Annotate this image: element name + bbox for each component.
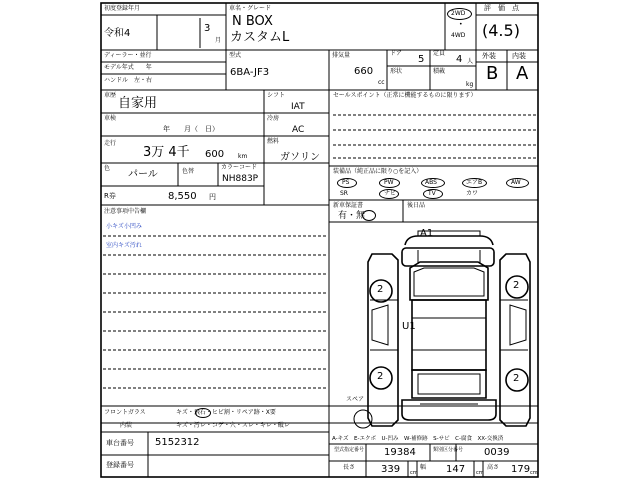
equip-leather: カワ <box>466 190 479 197</box>
first-reg-month: 3 <box>204 23 211 34</box>
length-label: 長さ <box>343 464 356 471</box>
fuel: ガソリン <box>280 152 320 163</box>
exterior-grade: B <box>486 63 499 84</box>
drive-sep: • <box>459 21 463 28</box>
damage-mark-rr: 2 <box>513 373 520 384</box>
cm-unit-1: cm <box>410 470 418 476</box>
equip-tv: TV <box>428 190 436 197</box>
dealer-label: ディーラー・並行 <box>104 52 152 59</box>
inspection-value: 年 月（ 日） <box>163 125 219 133</box>
capacity-label: 定員 <box>433 50 446 57</box>
windshield-value: キズ・飛石・ヒビ割・リペア跡・X要 <box>176 409 276 416</box>
equipment-label: 装備品（純正品に限り○を記入） <box>333 168 423 175</box>
equip-aw: AW <box>511 179 521 186</box>
length: 339 <box>381 464 401 475</box>
class-label: 類別区分番号 <box>433 447 464 453</box>
model-code-label: 型式 <box>229 52 242 59</box>
sales-label: セールスポイント（正常に機能するものに限ります） <box>333 92 477 99</box>
color-code: NH883P <box>222 174 259 184</box>
inspection-label: 車検 <box>104 115 117 122</box>
model-year-label: モデル年式 年 <box>104 64 152 71</box>
model-auth-no: 19384 <box>384 447 416 458</box>
chassis-label: 車台番号 <box>106 439 134 447</box>
drive-4wd: 4WD <box>451 32 466 39</box>
equip-pw: PW <box>384 179 394 186</box>
car-grade: カスタムL <box>230 30 290 45</box>
car-diagram <box>354 228 530 428</box>
model-code: 6BA-JF3 <box>230 67 270 78</box>
equip-abs: ABS <box>425 179 437 186</box>
color-swap-label: 色替 <box>182 168 195 175</box>
class-no: 0039 <box>484 447 510 458</box>
eval-label: 評 価 点 <box>484 4 519 12</box>
usage: 自家用 <box>118 96 158 111</box>
cm-unit-3: cm <box>530 470 538 476</box>
equip-airbag: エアB <box>466 179 483 186</box>
damage-legend: A-キズ E-エクボ U-凹み W-補修跡 S-サビ C-腐食 XX-交換済 <box>332 436 504 442</box>
height: 179 <box>511 464 531 475</box>
displacement: 660 <box>354 66 374 77</box>
interior-bottom-value: キズ・汚レ・コゲ・穴・スレ・キレ・破レ <box>176 422 290 429</box>
yen-unit: 円 <box>209 193 216 201</box>
usage-label: 車歴 <box>104 92 117 99</box>
after-label: 後日品 <box>407 202 426 209</box>
damage-mark-u1: U1 <box>402 321 416 332</box>
color-code-label: カラーコード <box>221 164 258 171</box>
warranty-label: 新車保証書 <box>333 202 364 209</box>
exterior-label: 外装 <box>482 52 496 60</box>
doors: 5 <box>418 54 425 65</box>
fuel-label: 燃料 <box>267 138 280 145</box>
recycle: 8,550 <box>168 191 197 202</box>
doors-label: ドア <box>390 50 402 57</box>
kg-unit: kg <box>466 81 474 88</box>
warranty-value: 有・無 <box>338 211 366 221</box>
eval-score: (4.5) <box>482 21 520 40</box>
recycle-label: R券 <box>104 192 116 200</box>
equip-ps: PS <box>342 179 350 186</box>
damage-mark-rl: 2 <box>377 371 384 382</box>
km-unit: km <box>238 153 248 160</box>
capacity: 4 <box>456 54 463 65</box>
handle-label: ハンドル 左・右 <box>104 77 153 84</box>
model-auth-label: 型式指定番号 <box>334 447 365 453</box>
first-reg-label: 初度登録年月 <box>104 5 141 12</box>
damage-mark-a1: A1 <box>420 228 434 239</box>
damage-mark-fl: 2 <box>377 284 384 295</box>
car-name-label: 車名・グレード <box>229 5 272 12</box>
damage-mark-fr: 2 <box>513 280 520 291</box>
interior-bottom-label: 内装 <box>120 422 133 429</box>
color: パール <box>128 169 158 180</box>
displacement-label: 排気量 <box>332 52 351 59</box>
first-reg-era: 令和4 <box>104 28 131 39</box>
month-unit: 月 <box>215 37 222 44</box>
loading-label: 積載 <box>433 68 446 75</box>
width-label: 幅 <box>420 464 427 471</box>
spare-label: スペア <box>346 396 365 403</box>
drive-2wd: 2WD <box>451 10 466 17</box>
car-name: N BOX <box>232 14 273 29</box>
interior-label: 内装 <box>512 52 526 60</box>
mileage-km: 600 <box>205 149 225 160</box>
width: 147 <box>446 464 466 475</box>
windshield-label: フロントガラス <box>104 409 146 416</box>
body-label: 形状 <box>390 68 403 75</box>
color-label: 色 <box>104 165 111 172</box>
note-line-1: 小キズ小凹み <box>106 223 142 230</box>
notes-label: 注意事項中告欄 <box>104 208 147 215</box>
mileage-label: 走行 <box>104 140 117 147</box>
cm-unit-2: cm <box>476 470 484 476</box>
mileage: 3万 4千 <box>143 145 190 160</box>
reg-label: 登録番号 <box>106 461 134 469</box>
shift-label: シフト <box>267 92 286 99</box>
note-line-2: 室内キズ汚れ <box>106 242 142 249</box>
height-label: 高さ <box>487 464 500 471</box>
interior-grade: A <box>516 63 529 84</box>
chassis-no: 5152312 <box>155 437 200 448</box>
capacity-unit: 人 <box>467 58 474 65</box>
cc-unit: cc <box>378 79 385 86</box>
aircon: AC <box>292 125 305 135</box>
equip-sr: SR <box>340 190 348 197</box>
aircon-label: 冷房 <box>267 115 280 122</box>
shift: IAT <box>291 102 305 112</box>
equip-navi: ナビ <box>384 190 397 197</box>
